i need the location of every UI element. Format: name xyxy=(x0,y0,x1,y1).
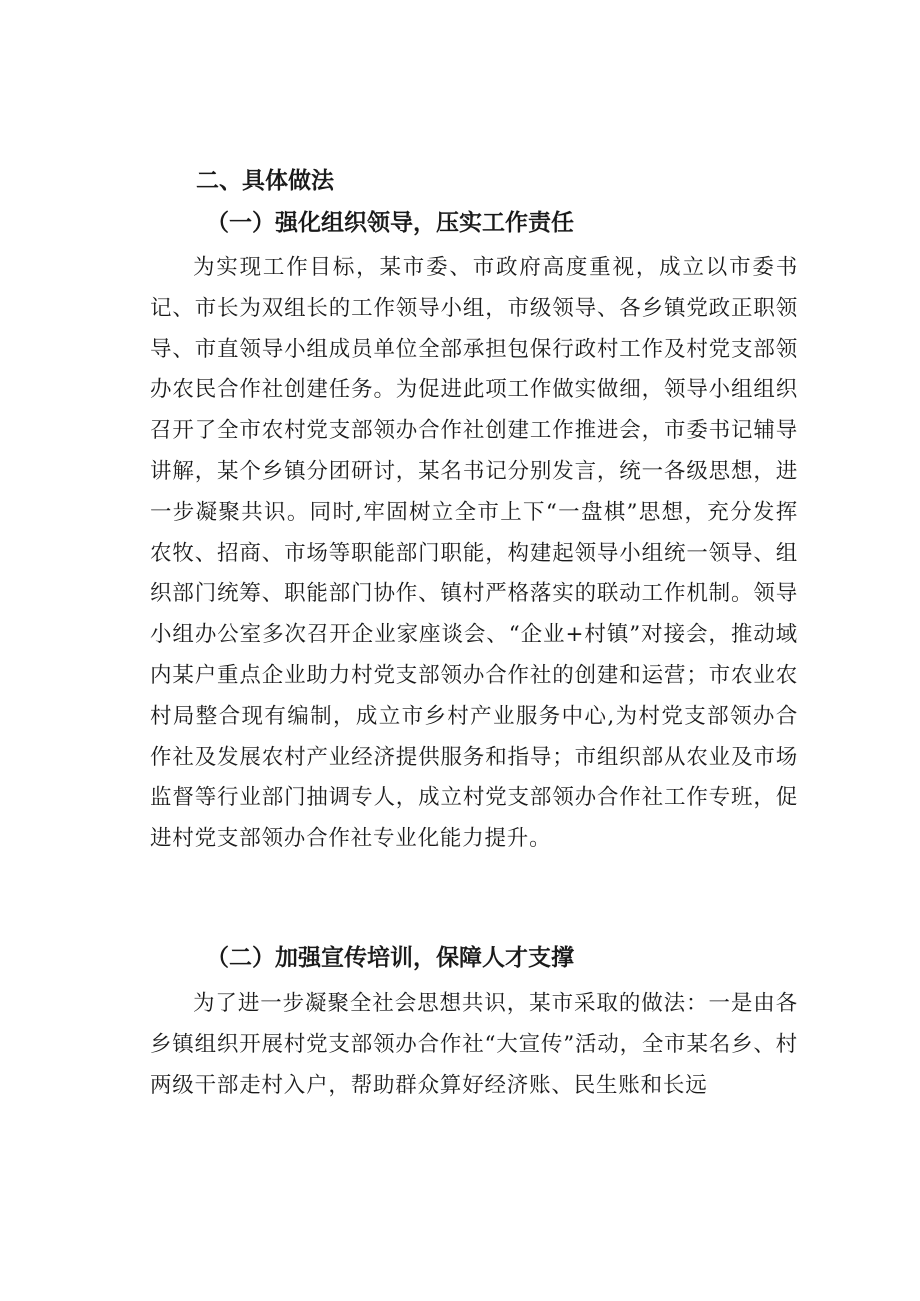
section-heading: 二、具体做法 xyxy=(196,168,334,194)
subsection-2-heading: （二）加强宣传培训，保障人才支撑 xyxy=(206,945,574,971)
subsection-1-heading: （一）强化组织领导，压实工作责任 xyxy=(206,210,574,236)
subsection-1-paragraph: 为实现工作目标，某市委、市政府高度重视，成立以市委书记、市长为双组长的工作领导小组，市级领导、各乡镇党政正职领导、市直领导小组成员单位全部承担包保行政村工作及村党支部领办农民合作社创建任务。为促进此项工作做实做细，领导小组组织召开了全市农村党支部领办合作社创建工作推进会，市委书记辅导讲解，某个乡镇分团研讨，某名书记分别发言，统一各级思想，进一步凝聚共识。同时,牢固树立全市上下“一盘棋”思想，充分发挥农牧、招商、市场等职能部门职能，构建起领导小组统一领导、组织部门统筹、职能部门协作、镇村严格落实的联动工作机制。领导小组办公室多次召开企业家座谈会、“企业+村镇”对接会，推动域内某户重点企业助力村党支部领办合作社的创建和运营；市农业农村局整合现有编制，成立市乡村产业服务中心,为村党支部领办合作社及发展农村产业经济提供服务和指导；市组织部从农业及市场监督等行业部门抽调专人，成立村党支部领办合作社工作专班，促进村党支部领办合作社专业化能力提升。 xyxy=(150,255,798,852)
subsection-2-paragraph: 为了进一步凝聚全社会思想共识，某市采取的做法：一是由各乡镇组织开展村党支部领办合作社“大宣传”活动，全市某名乡、村两级干部走村入户，帮助群众算好经济账、民生账和长远 xyxy=(150,991,798,1098)
